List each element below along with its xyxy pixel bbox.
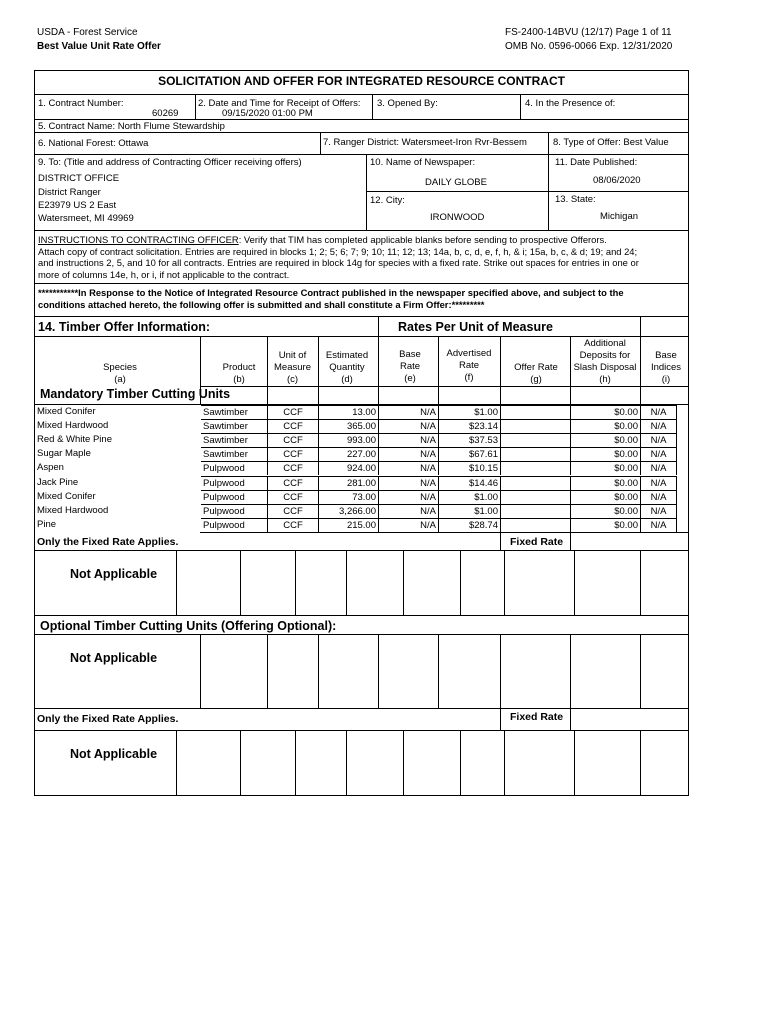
cell-base: N/A [379, 447, 439, 461]
cell-deposit: $0.00 [571, 447, 641, 461]
cell-offer[interactable] [501, 504, 571, 518]
state-value[interactable]: Michigan [600, 211, 639, 222]
col-unit: Unit of Measure (c) [274, 350, 311, 385]
fixed-rate-label-1: Fixed Rate [510, 536, 564, 548]
cell-species: Sugar Maple [37, 448, 91, 460]
state-label: 13. State: [555, 194, 596, 205]
presence-label: 4. In the Presence of: [525, 98, 616, 109]
cell-base: N/A [379, 433, 439, 447]
agency-name: USDA - Forest Service [37, 27, 138, 38]
cell-qty: 924.00 [319, 461, 379, 475]
cell-qty: 3,266.00 [319, 504, 379, 518]
address-line-2[interactable]: District Ranger [38, 187, 101, 198]
cell-adv: $14.46 [439, 476, 501, 490]
col-deposits: Additional Deposits for Slash Disposal (h) [573, 338, 637, 385]
form-number: FS-2400-14BVU (12/17) Page 1 of 11 [505, 27, 672, 38]
table-row [35, 461, 677, 475]
cell-deposit: $0.00 [571, 433, 641, 447]
cell-qty: 215.00 [319, 518, 379, 532]
cell-product: Sawtimber [201, 447, 268, 461]
cell-indices: N/A [641, 490, 677, 504]
cell-deposit: $0.00 [571, 490, 641, 504]
ranger-district[interactable]: 7. Ranger District: Watersmeet-Iron Rvr-Bessem [323, 137, 527, 148]
national-forest[interactable]: 6. National Forest: Ottawa [38, 138, 149, 149]
cell-qty: 13.00 [319, 405, 379, 419]
instructions-text-2: Attach copy of contract solicitation. Entries are required in blocks 1; 2; 5; 6; 7; 9; 10; 11; 12; 13; 14a, b, c, d, e, f, h, & i; 15a, b, c, & d; 19; and 24; [38, 245, 638, 257]
contract-number-value[interactable]: 60269 [152, 108, 179, 119]
cell-offer[interactable] [501, 447, 571, 461]
col-quantity: Estimated Quantity (d) [325, 350, 369, 385]
newspaper-value[interactable]: DAILY GLOBE [425, 177, 487, 188]
cell-base: N/A [379, 490, 439, 504]
cell-product: Pulpwood [201, 518, 268, 532]
col-advertised-rate: Advertised Rate (f) [446, 348, 492, 383]
cell-indices: N/A [641, 476, 677, 490]
cell-adv: $37.53 [439, 433, 501, 447]
cell-product: Pulpwood [201, 504, 268, 518]
col-base-rate: Base Rate (e) [399, 349, 421, 384]
cell-species: Jack Pine [37, 476, 79, 488]
cell-base: N/A [379, 476, 439, 490]
col-indices: Base Indices (i) [650, 350, 682, 385]
col-species: Species (a) [103, 362, 137, 385]
instructions-text-1: : Verify that TIM has completed applicable blanks before sending to prospective Offerors. [238, 234, 607, 245]
mandatory-title: Mandatory Timber Cutting Units [40, 387, 231, 401]
to-label: 9. To: (Title and address of Contracting Officer receiving offers) [38, 157, 302, 168]
cell-deposit: $0.00 [571, 476, 641, 490]
instructions-text-4: more of columns 14e, h, or i, if not applicable to the contract. [38, 268, 290, 280]
cell-offer[interactable] [501, 490, 571, 504]
cell-species: Aspen [37, 462, 64, 474]
cell-base: N/A [379, 461, 439, 475]
newspaper-label: 10. Name of Newspaper: [370, 157, 476, 168]
instructions-lead: INSTRUCTIONS TO CONTRACTING OFFICER [38, 234, 239, 245]
cell-adv: $1.00 [439, 504, 501, 518]
cell-adv: $1.00 [439, 405, 501, 419]
date-published-label: 11. Date Published: [555, 157, 638, 168]
cell-product: Pulpwood [201, 476, 268, 490]
cell-indices: N/A [641, 461, 677, 475]
contract-number-label: 1. Contract Number: [38, 98, 124, 109]
page-title: SOLICITATION AND OFFER FOR INTEGRATED RESOURCE CONTRACT [158, 74, 565, 88]
cell-offer[interactable] [501, 461, 571, 475]
cell-unit: CCF [268, 433, 319, 447]
timber-section-title: 14. Timber Offer Information: [38, 320, 211, 334]
city-value[interactable]: IRONWOOD [430, 212, 485, 223]
cell-unit: CCF [268, 447, 319, 461]
address-line-1[interactable]: DISTRICT OFFICE [38, 173, 120, 184]
cell-qty: 365.00 [319, 419, 379, 433]
contract-name[interactable]: 5. Contract Name: North Flume Stewardship [38, 121, 225, 132]
opened-by-label: 3. Opened By: [377, 98, 438, 109]
cell-unit: CCF [268, 490, 319, 504]
table-row [35, 504, 677, 518]
cell-unit: CCF [268, 419, 319, 433]
cell-offer[interactable] [501, 518, 571, 532]
cell-product: Sawtimber [201, 419, 268, 433]
optional-title: Optional Timber Cutting Units (Offering Optional): [40, 619, 337, 633]
table-row [35, 490, 677, 504]
not-applicable-1: Not Applicable [70, 567, 158, 581]
cell-adv: $23.14 [439, 419, 501, 433]
cell-unit: CCF [268, 405, 319, 419]
cell-offer[interactable] [501, 419, 571, 433]
notice-line-1: ***********In Response to the Notice of Integrated Resource Contract published in the newspaper specified above, and subject to the [38, 287, 624, 298]
cell-deposit: $0.00 [571, 461, 641, 475]
cell-deposit: $0.00 [571, 419, 641, 433]
cell-offer[interactable] [501, 476, 571, 490]
cell-base: N/A [379, 518, 439, 532]
cell-qty: 281.00 [319, 476, 379, 490]
table-row [35, 476, 677, 490]
cell-deposit: $0.00 [571, 405, 641, 419]
receipt-value[interactable]: 09/15/2020 01:00 PM [222, 108, 313, 119]
date-published-value[interactable]: 08/06/2020 [593, 175, 641, 186]
cell-qty: 73.00 [319, 490, 379, 504]
cell-adv: $28.74 [439, 518, 501, 532]
cell-base: N/A [379, 405, 439, 419]
col-product: Product (b) [222, 362, 256, 385]
cell-base: N/A [379, 419, 439, 433]
cell-indices: N/A [641, 419, 677, 433]
not-applicable-3: Not Applicable [70, 747, 158, 761]
table-row [35, 419, 677, 433]
cell-indices: N/A [641, 518, 677, 532]
cell-species: Mixed Conifer [37, 490, 96, 502]
cell-qty: 993.00 [319, 433, 379, 447]
cell-unit: CCF [268, 504, 319, 518]
cell-qty: 227.00 [319, 447, 379, 461]
table-row [35, 518, 677, 532]
type-of-offer[interactable]: 8. Type of Offer: Best Value [553, 137, 669, 148]
instructions-block [38, 234, 686, 280]
fixed-rate-applies-2: Only the Fixed Rate Applies. [37, 713, 179, 725]
notice-line-2: conditions attached hereto, the following offer is submitted and shall constitute a Firm Offer:********* [38, 299, 485, 310]
fixed-rate-applies-1: Only the Fixed Rate Applies. [37, 536, 179, 548]
fixed-rate-label-2: Fixed Rate [510, 711, 564, 723]
cell-indices: N/A [641, 447, 677, 461]
cell-unit: CCF [268, 518, 319, 532]
rates-title: Rates Per Unit of Measure [398, 320, 553, 334]
address-line-3[interactable]: E23979 US 2 East [38, 200, 117, 211]
cell-adv: $1.00 [439, 490, 501, 504]
cell-base: N/A [379, 504, 439, 518]
form-title: Best Value Unit Rate Offer [37, 41, 161, 52]
cell-offer[interactable] [501, 433, 571, 447]
address-line-4[interactable]: Watersmeet, MI 49969 [38, 213, 134, 224]
cell-species: Red & White Pine [37, 434, 112, 446]
omb-number: OMB No. 0596-0066 Exp. 12/31/2020 [505, 41, 673, 52]
instructions-text-3: and instructions 2, 5, and 10 for all contracts. Entries are required in block 14g for species with a fixed rate. Strike out spaces for entries in one or [38, 257, 639, 268]
cell-product: Sawtimber [201, 405, 268, 419]
table-row [35, 405, 677, 419]
cell-adv: $10.15 [439, 461, 501, 475]
cell-species: Pine [37, 518, 57, 530]
col-offer-rate: Offer Rate (g) [514, 362, 558, 385]
cell-deposit: $0.00 [571, 504, 641, 518]
city-label: 12. City: [370, 195, 405, 206]
cell-species: Mixed Conifer [37, 406, 96, 417]
cell-offer[interactable] [501, 405, 571, 419]
table-row [35, 433, 677, 447]
receipt-label: 2. Date and Time for Receipt of Offers: [198, 98, 361, 109]
cell-species: Mixed Hardwood [37, 504, 109, 516]
cell-indices: N/A [641, 504, 677, 518]
cell-product: Pulpwood [201, 490, 268, 504]
cell-indices: N/A [641, 433, 677, 447]
cell-product: Pulpwood [201, 461, 268, 475]
cell-adv: $67.61 [439, 447, 501, 461]
cell-product: Sawtimber [201, 433, 268, 447]
cell-unit: CCF [268, 461, 319, 475]
cell-unit: CCF [268, 476, 319, 490]
cell-indices: N/A [641, 405, 677, 419]
table-row [35, 447, 677, 461]
cell-deposit: $0.00 [571, 518, 641, 532]
cell-species: Mixed Hardwood [37, 420, 109, 432]
not-applicable-2: Not Applicable [70, 651, 158, 665]
